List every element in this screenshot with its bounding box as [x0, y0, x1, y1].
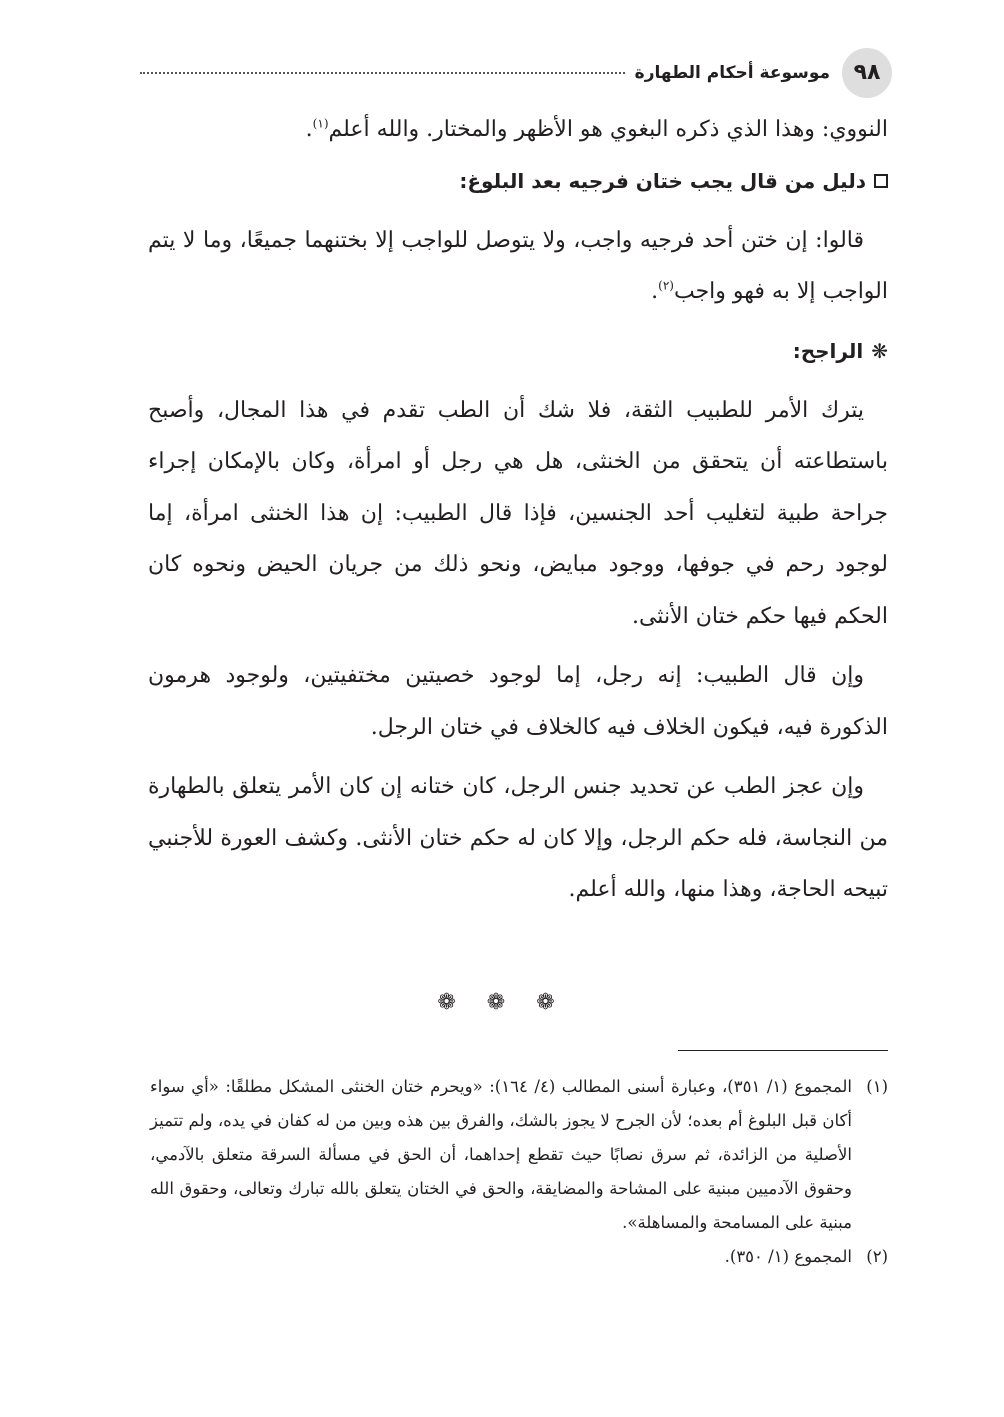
- footnote-number: (٢): [866, 1247, 888, 1266]
- book-title: موسوعة أحكام الطهارة: [634, 63, 830, 83]
- footnote-text: المجموع (١/ ٣٥٠).: [724, 1247, 852, 1266]
- footnote-separator: [678, 1050, 888, 1051]
- footnote-1: [150, 1070, 888, 1240]
- footnote-2: [150, 1240, 888, 1274]
- header-title-row: [140, 58, 830, 88]
- footnote-text: المجموع (١/ ٣٥١)، وعبارة أسنى المطالب (٤/ ١٦٤): «ويحرم ختان الخنثى المشكل مطلقًا: «أي سواء أكان قبل البلوغ أم بعده؛ لأن الجرح لا يجوز بالشك، والفرق بين هذه وبين من له كفان في يده، ولم تتميز الأصلية من الزائدة، ثم سرق نصابًا حيث تقطع إحداهما، أن الحق في مسألة السرقة متعلق بالآدمي، وحقوق الآدميين مبنية على المشاحة والمضايقة، والحق في الختان يتعلق بالله تبارك وتعالى، وحقوق الله مبنية على المسامحة والمساهلة».: [150, 1077, 852, 1232]
- page-number: ٩٨: [842, 48, 892, 98]
- square-bullet-icon: [874, 174, 888, 188]
- paragraph-4: وإن قال الطبيب: إنه رجل، إما لوجود خصيتين مختفيتين، ولوجود هرمون الذكورة فيه، فيكون الخلاف فيه كالخلاف في ختان الرجل.: [148, 663, 888, 740]
- paragraph-5: وإن عجز الطب عن تحديد جنس الرجل، كان ختانه إن كان الأمر يتعلق بالطهارة من النجاسة، فله حكم الرجل، وإلا كان له حكم ختان الأنثى. وكشف العورة للأجنبي تبيحه الحاجة، وهذا منها، والله أعلم.: [148, 774, 888, 902]
- footnote-ref-2[interactable]: (٢): [658, 278, 674, 293]
- paragraph-3: يترك الأمر للطبيب الثقة، فلا شك أن الطب تقدم في هذا المجال، وأصبح باستطاعته أن يتحقق من الخنثى، هل هي رجل أو امرأة، وكان بالإمكان إجراء جراحة طبية لتغليب أحد الجنسين، فإذا قال الطبيب: إن هذا الخنثى امرأة، إما لوجود رحم في جوفها، ووجود مبايض، ونحو ذلك من جريان الحيض ونحوه كان الحكم فيها حكم ختان الأنثى.: [148, 397, 888, 629]
- footnote-number: (١): [866, 1077, 888, 1096]
- main-text: [148, 104, 888, 916]
- running-header: [140, 48, 892, 98]
- section-end-ornament: ❁ ❁ ❁: [437, 990, 567, 1015]
- paragraph-2: قالوا: إن ختن أحد فرجيه واجب، ولا يتوصل للواجب إلا بختنهما جميعًا، وما لا يتم الواجب إلا به فهو واجب$^{(٢)}$.: [148, 227, 888, 304]
- header-dotted-leader: [140, 72, 625, 74]
- footnote-ref-1[interactable]: (١): [312, 116, 329, 131]
- section-heading-evidence: دليل من قال يجب ختان فرجيه بعد البلوغ:: [148, 156, 888, 207]
- section-heading-preferred: ❋ الراجح:: [148, 326, 888, 377]
- paragraph-1: النووي: وهذا الذي ذكره البغوي هو الأظهر والمختار. والله أعلم$^{(١)}$.: [305, 116, 888, 142]
- footnotes: [150, 1070, 888, 1274]
- star-bullet-icon: ❋: [871, 338, 888, 363]
